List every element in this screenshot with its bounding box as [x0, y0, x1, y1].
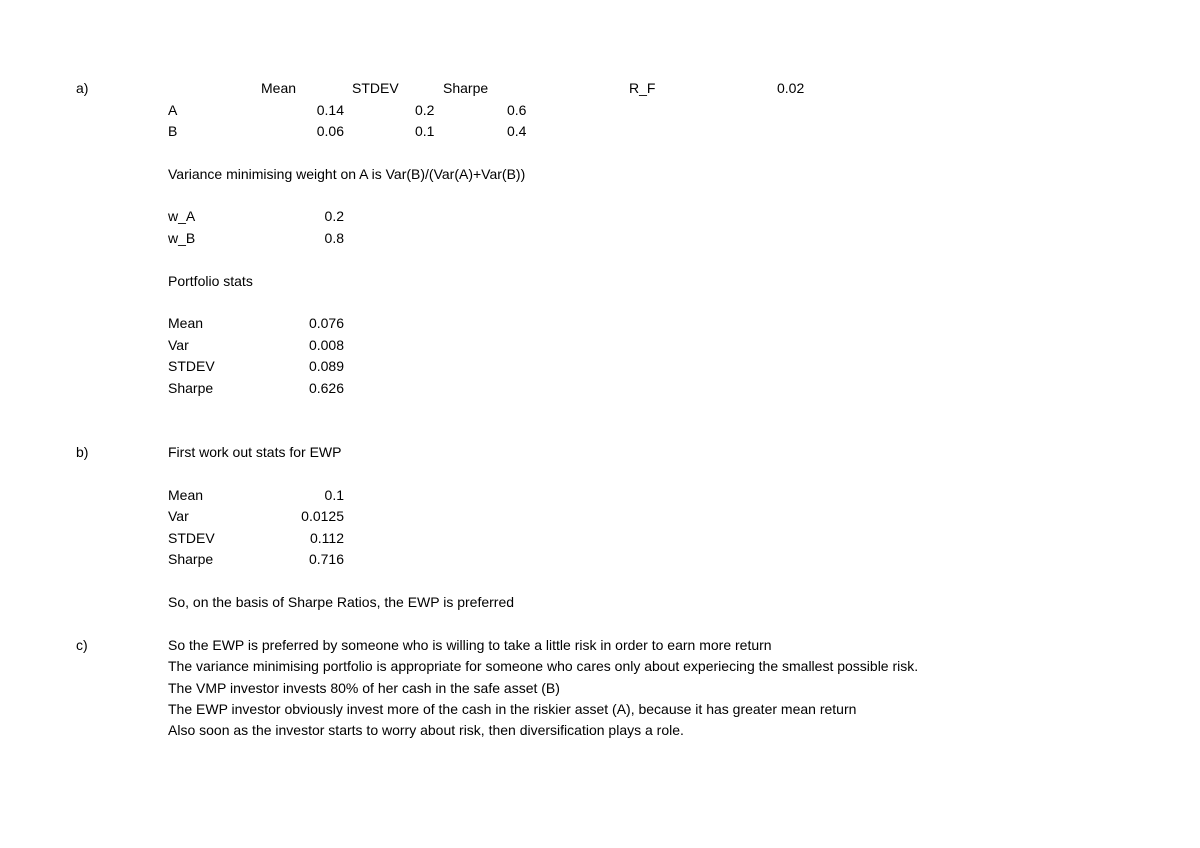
header-stdev: STDEV	[352, 80, 399, 96]
asset-b-mean: 0.06	[316, 123, 344, 139]
asset-b-stdev: 0.1	[415, 123, 435, 139]
weight-b-value: 0.8	[324, 230, 344, 246]
portfolio-sharpe-name: Sharpe	[168, 380, 214, 396]
portfolio-mean-value: 0.076	[308, 315, 344, 331]
portfolio-var-value: 0.008	[308, 337, 344, 353]
weight-a-value: 0.2	[324, 208, 344, 224]
ewp-mean-name: Mean	[168, 487, 204, 503]
portfolio-sharpe-value: 0.626	[308, 380, 344, 396]
ewp-sharpe-value: 0.716	[308, 551, 344, 567]
asset-b-sharpe: 0.4	[507, 123, 527, 139]
ewp-var-value: 0.0125	[301, 508, 344, 524]
asset-a-mean: 0.14	[316, 102, 344, 118]
ewp-mean-value: 0.1	[324, 487, 344, 503]
asset-b-name: B	[168, 123, 178, 139]
portfolio-stdev-name: STDEV	[168, 358, 215, 374]
weight-a-name: w_A	[168, 208, 196, 224]
part-c-line-3: The VMP investor invests 80% of her cash in the safe asset (B)	[168, 680, 560, 696]
part-c-line-1: So the EWP is preferred by someone who is willing to take a little risk in order to earn more return	[168, 637, 772, 653]
formula-note: Variance minimising weight on A is Var(B)/(Var(A)+Var(B))	[168, 166, 526, 182]
weight-b-name: w_B	[168, 230, 196, 246]
part-c-line-2: The variance minimising portfolio is appropriate for someone who cares only about experiecing the smallest possible risk.	[168, 658, 919, 674]
part-c-label: c)	[76, 637, 88, 653]
asset-a-sharpe: 0.6	[507, 102, 527, 118]
asset-a-stdev: 0.2	[415, 102, 435, 118]
portfolio-stats-title: Portfolio stats	[168, 273, 253, 289]
part-b-label: b)	[76, 444, 89, 460]
rf-value: 0.02	[777, 80, 805, 96]
ewp-var-name: Var	[168, 508, 189, 524]
header-mean: Mean	[261, 80, 297, 96]
portfolio-mean-name: Mean	[168, 315, 204, 331]
ewp-stdev-name: STDEV	[168, 530, 215, 546]
part-c-line-5: Also soon as the investor starts to worry about risk, then diversification plays a role.	[168, 722, 684, 738]
part-a-label: a)	[76, 80, 89, 96]
ewp-title: First work out stats for EWP	[168, 444, 342, 460]
part-c-line-4: The EWP investor obviously invest more of the cash in the riskier asset (A), because it has greater mean return	[168, 701, 857, 717]
header-rf-label: R_F	[629, 80, 656, 96]
ewp-sharpe-name: Sharpe	[168, 551, 214, 567]
ewp-conclusion: So, on the basis of Sharpe Ratios, the EWP is preferred	[168, 594, 515, 610]
ewp-stdev-value: 0.112	[310, 530, 344, 546]
portfolio-var-name: Var	[168, 337, 189, 353]
header-sharpe: Sharpe	[443, 80, 489, 96]
asset-a-name: A	[168, 102, 178, 118]
portfolio-stdev-value: 0.089	[308, 358, 344, 374]
